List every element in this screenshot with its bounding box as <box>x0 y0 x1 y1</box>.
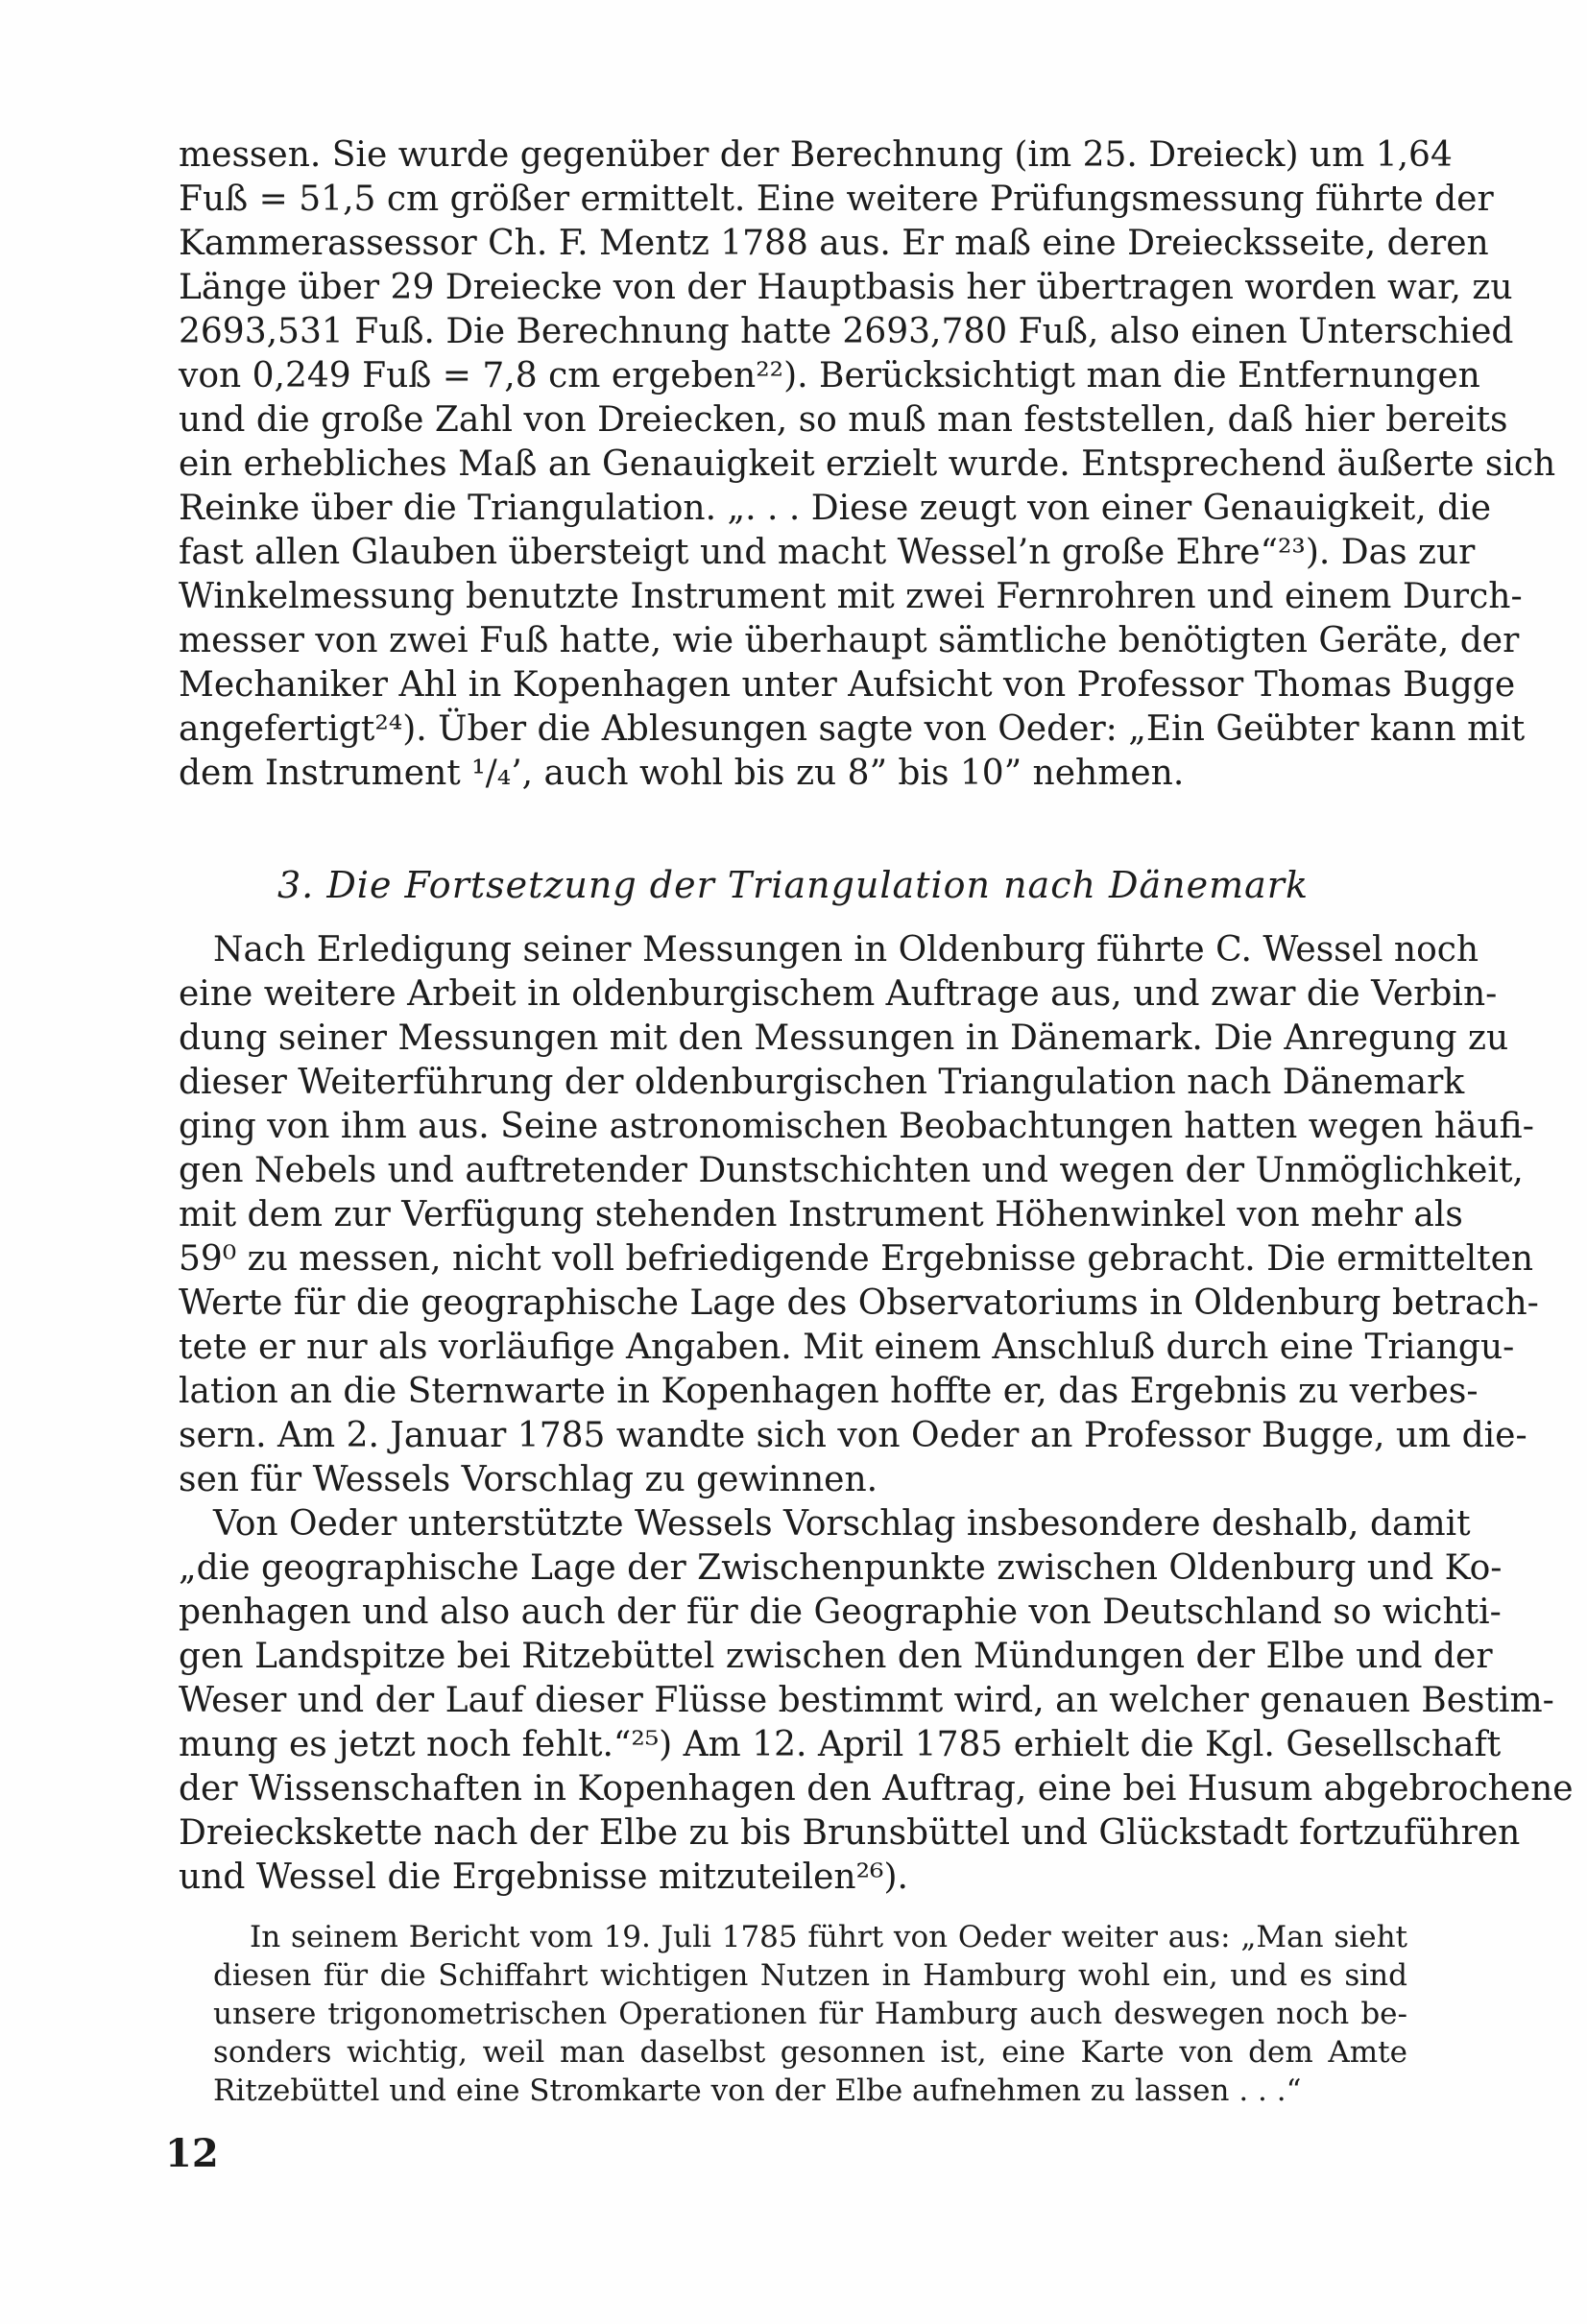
text-line: sen für Wessels Vorschlag zu gewinnen. <box>179 1460 878 1499</box>
text-line: messer von zwei Fuß hatte, wie überhaupt sämtliche benötigten Geräte, der <box>179 621 1520 660</box>
text-line: messen. Sie wurde gegenüber der Berechnung (im 25. Dreieck) um 1,64 <box>179 135 1453 175</box>
text-line: der Wissenschaften in Kopenhagen den Auftrag, eine bei Husum abgebrochene <box>179 1769 1574 1809</box>
text-line: Nach Erledigung seiner Messungen in Oldenburg führte C. Wessel noch <box>213 930 1479 970</box>
text-line: unsere trigonometrischen Operationen für Hamburg auch deswegen noch be- <box>213 1997 1407 2031</box>
section-heading: 3. Die Fortsetzung der Triangulation nach Dänemark <box>277 864 1309 906</box>
text-line: gen Nebels und auftretender Dunstschichten und wegen der Unmöglichkeit, <box>179 1151 1524 1190</box>
text-line: dieser Weiterführung der oldenburgischen Triangulation nach Dänemark <box>179 1063 1465 1102</box>
text-line: sonders wichtig, weil man daselbst gesonnen ist, eine Karte von dem Amte <box>213 2035 1407 2070</box>
text-line: Fuß = 51,5 cm größer ermittelt. Eine weitere Prüfungsmessung führte der <box>179 180 1494 219</box>
text-line: Mechaniker Ahl in Kopenhagen unter Aufsicht von Professor Thomas Bugge <box>179 665 1516 705</box>
text-line: penhagen und also auch der für die Geographie von Deutschland so wichti- <box>179 1593 1502 1632</box>
text-line: fast allen Glauben übersteigt und macht Wessel’n große Ehre“²³). Das zur <box>179 533 1476 572</box>
page-number: 12 <box>165 2131 219 2176</box>
text-line: ein erhebliches Maß an Genauigkeit erzielt wurde. Entsprechend äußerte sich <box>179 444 1556 484</box>
text-line: Ritzebüttel und eine Stromkarte von der Elbe aufnehmen zu lassen . . .“ <box>213 2073 1302 2108</box>
text-line: ging von ihm aus. Seine astronomischen Beobachtungen hatten wegen häufi- <box>179 1107 1534 1146</box>
text-line: 2693,531 Fuß. Die Berechnung hatte 2693,780 Fuß, also einen Unterschied <box>179 312 1514 351</box>
text-line: mit dem zur Verfügung stehenden Instrument Höhenwinkel von mehr als <box>179 1195 1463 1234</box>
text-line: Kammerassessor Ch. F. Mentz 1788 aus. Er maß eine Dreiecksseite, deren <box>179 224 1489 263</box>
text-line: angefertigt²⁴). Über die Ablesungen sagte von Oeder: „Ein Geübter kann mit <box>179 709 1526 749</box>
text-line: Länge über 29 Dreiecke von der Hauptbasis her übertragen worden war, zu <box>179 268 1513 307</box>
text-line: 59⁰ zu messen, nicht voll befriedigende Ergebnisse gebracht. Die ermittelten <box>179 1239 1534 1279</box>
text-line: dem Instrument ¹/₄’, auch wohl bis zu 8” bis 10” nehmen. <box>179 754 1185 793</box>
text-line: „die geographische Lage der Zwischenpunkte zwischen Oldenburg und Ko- <box>179 1548 1503 1588</box>
text-line: und Wessel die Ergebnisse mitzuteilen²⁶). <box>179 1857 908 1897</box>
text-line: Werte für die geographische Lage des Observatoriums in Oldenburg betrach- <box>179 1283 1539 1323</box>
text-line: Dreieckskette nach der Elbe zu bis Brunsbüttel und Glückstadt fortzuführen <box>179 1813 1521 1853</box>
text-line: lation an die Sternwarte in Kopenhagen hoffte er, das Ergebnis zu verbes- <box>179 1372 1479 1411</box>
text-line: Von Oeder unterstützte Wessels Vorschlag insbesondere deshalb, damit <box>213 1504 1471 1544</box>
text-line: Winkelmessung benutzte Instrument mit zwei Fernrohren und einem Durch- <box>179 577 1523 616</box>
text-line: tete er nur als vorläufige Angaben. Mit einem Anschluß durch eine Triangu- <box>179 1328 1515 1367</box>
text-line: dung seiner Messungen mit den Messungen in Dänemark. Die Anregung zu <box>179 1018 1509 1058</box>
text-line: eine weitere Arbeit in oldenburgischem Auftrage aus, und zwar die Verbin- <box>179 974 1498 1014</box>
text-line: Weser und der Lauf dieser Flüsse bestimmt wird, an welcher genauen Bestim- <box>179 1681 1554 1720</box>
text-line: diesen für die Schiffahrt wichtigen Nutzen in Hamburg wohl ein, und es sind <box>213 1958 1407 1993</box>
text-line: von 0,249 Fuß = 7,8 cm ergeben²²). Berücksichtigt man die Entfernungen <box>179 356 1480 395</box>
text-line: Reinke über die Triangulation. „. . . Diese zeugt von einer Genauigkeit, die <box>179 489 1492 528</box>
text-line: sern. Am 2. Januar 1785 wandte sich von Oeder an Professor Bugge, um die- <box>179 1416 1527 1455</box>
text-line: gen Landspitze bei Ritzebüttel zwischen den Mündungen der Elbe und der <box>179 1637 1493 1676</box>
text-line: und die große Zahl von Dreiecken, so muß man feststellen, daß hier bereits <box>179 400 1508 440</box>
text-line: mung es jetzt noch fehlt.“²⁵) Am 12. April 1785 erhielt die Kgl. Gesellschaft <box>179 1725 1502 1764</box>
text-line: In seinem Bericht vom 19. Juli 1785 führt von Oeder weiter aus: „Man sieht <box>250 1920 1407 1954</box>
